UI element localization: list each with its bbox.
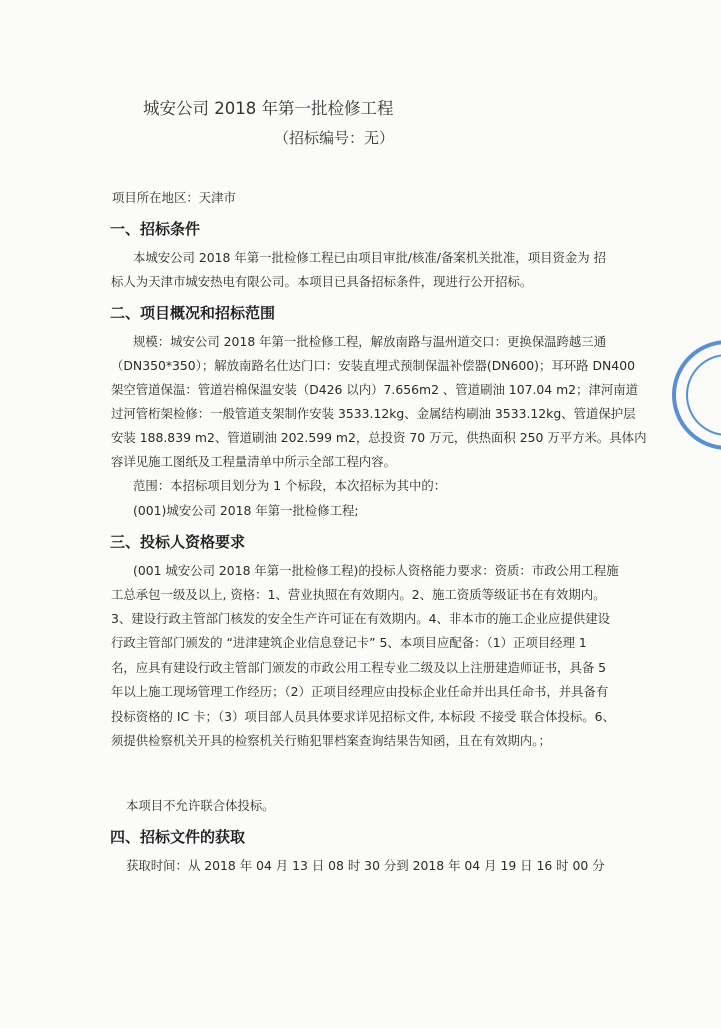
section-2-scope: 范围：本招标项目划分为 1 个标段，本次招标为其中的： [133, 478, 447, 493]
company-seal [672, 340, 721, 450]
section-2-heading: 二、项目概况和招标范围 [110, 304, 276, 322]
project-region: 项目所在地区：天津市 [112, 190, 236, 205]
document-subtitle: （招标编号：无） [274, 129, 395, 147]
section-1-line: 本城安公司 2018 年第一批检修工程已由项目审批/核准/备案机关批准，项目资金为 招 [133, 250, 606, 265]
section-3-line: 名，应具有建设行政主管部门颁发的市政公用工程专业二级及以上注册建造师证书，具备 5 [111, 660, 607, 675]
section-3-line: 行政主管部门颁发的 “进津建筑企业信息登记卡” 5、本项目应配备：（1）正项目经理 1 [111, 635, 587, 650]
section-2-line: 规模：城安公司 2018 年第一批检修工程，解放南路与温州道交口：更换保温跨越三通 [133, 334, 607, 349]
section-4-line: 获取时间：从 2018 年 04 月 13 日 08 时 30 分到 2018 年 04 月 19 日 16 时 00 分 [126, 858, 605, 873]
section-2-line: 架空管道保温：管道岩棉保温安装（D426 以内）7.656m2 、管道刷油 107.04 m2；津河南道 [111, 382, 639, 397]
section-3-line: 3、建设行政主管部门核发的安全生产许可证在有效期内。4、非本市的施工企业应提供建设 [111, 611, 611, 626]
section-2-line: 安装 188.839 m2、管道刷油 202.599 m2，总投资 70 万元，供热面积 250 万平方米。具体内 [111, 430, 647, 445]
section-2-line: 容详见施工图纸及工程量清单中所示全部工程内容。 [111, 454, 396, 469]
section-1-heading: 一、招标条件 [110, 220, 201, 238]
section-4-heading: 四、招标文件的获取 [110, 828, 246, 846]
section-3-heading: 三、投标人资格要求 [110, 533, 246, 551]
section-3-line: 须提供检察机关开具的检察机关行贿犯罪档案查询结果告知函，且在有效期内。； [111, 733, 551, 748]
section-2-line: 过河管桁架检修：一般管道支架制作安装 3533.12kg、金属结构刷油 3533.12kg、管道保护层 [111, 406, 636, 421]
section-2-line: （DN350*350）；解放南路名仕达门口：安装直埋式预制保温补偿器(DN600)；耳环路 DN400 [111, 358, 635, 373]
section-3-note: 本项目不允许联合体投标。 [126, 798, 275, 813]
section-2-lot: (001)城安公司 2018 年第一批检修工程; [133, 503, 359, 518]
section-3-line: 工总承包一级及以上, 资格：1、营业执照在有效期内。2、施工资质等级证书在有效期内。 [111, 587, 606, 602]
section-3-line: 投标资格的 IC 卡；（3）项目部人员具体要求详见招标文件, 本标段 不接受 联合体投标。6、 [111, 709, 615, 724]
section-3-line: 年以上施工现场管理工作经历；（2）正项目经理应由投标企业任命并出具任命书，并具备有 [111, 684, 609, 699]
section-1-line: 标人为天津市城安热电有限公司。本项目已具备招标条件，现进行公开招标。 [111, 274, 533, 289]
section-3-line: (001 城安公司 2018 年第一批检修工程)的投标人资格能力要求：资质：市政公用工程施 [133, 563, 619, 578]
document-title: 城安公司 2018 年第一批检修工程 [143, 99, 394, 118]
